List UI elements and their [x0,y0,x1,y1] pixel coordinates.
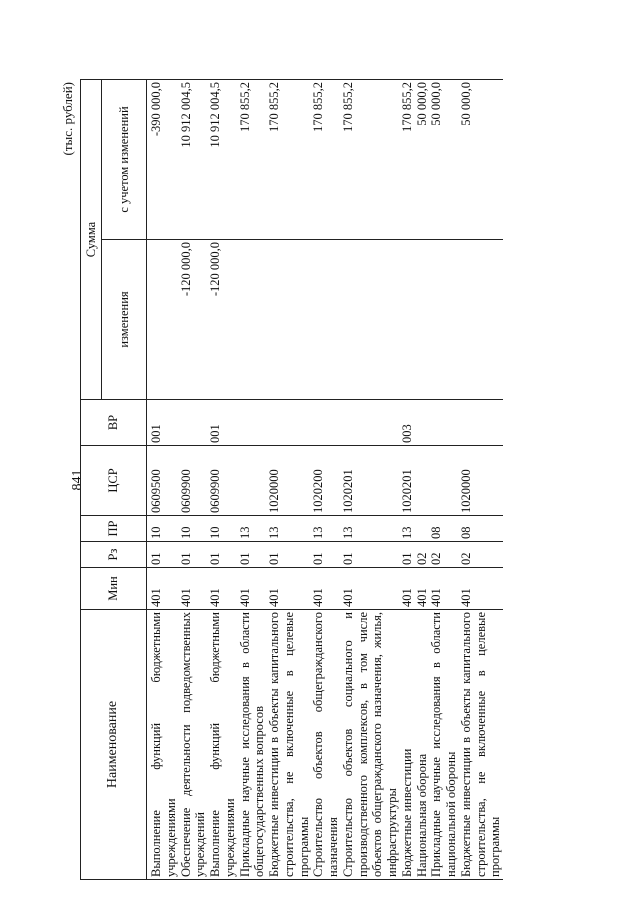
row-min: 401 [147,568,179,610]
row-name: Выполнение функций бюджетными учреждениями [208,610,238,880]
table-row [208,80,238,880]
row-name: Бюджетные инвестиции в объекты капитального строительства, не включенные в целевые программы [267,610,311,880]
row-total: 170 855,2 [341,80,400,240]
row-min: 401 [311,568,341,610]
row-vr [459,400,503,446]
row-pr: 13 [341,516,400,542]
row-change [429,240,459,400]
row-change: -120 000,0 [208,240,238,400]
table-row [400,80,415,880]
row-rz: 01 [400,542,415,568]
row-vr: 003 [400,400,415,446]
row-vr [267,400,311,446]
row-total: 50 000,0 [429,80,459,240]
header-name: Наименование [81,610,147,880]
row-csr: 0609900 [208,446,238,516]
row-name: Прикладные научные исследования в области общегосударственных вопросов [238,610,268,880]
row-csr: 0609900 [179,446,209,516]
row-pr: 13 [311,516,341,542]
budget-table [80,79,503,880]
row-change [415,240,430,400]
row-total: -390 000,0 [147,80,179,240]
row-change [341,240,400,400]
row-rz: 01 [341,542,400,568]
row-pr: 10 [179,516,209,542]
row-vr [341,400,400,446]
header-rz: Рз [81,542,147,568]
row-csr: 0609500 [147,446,179,516]
row-total: 10 912 004,5 [208,80,238,240]
row-change [147,240,179,400]
row-pr: 08 [429,516,459,542]
row-name: Строительство объектов социального и производственного комплексов, в том числе объектов общегражданского назначения, жилья, инфраструктуры [341,610,400,880]
header-csr: ЦСР [81,446,147,516]
table-row [147,80,179,880]
row-pr: 10 [208,516,238,542]
row-rz: 02 [429,542,459,568]
row-pr [415,516,430,542]
row-change [267,240,311,400]
row-name: Строительство объектов общегражданского назначения [311,610,341,880]
row-change [311,240,341,400]
row-csr: 1020201 [341,446,400,516]
header-sum: Сумма [81,80,102,400]
row-csr [415,446,430,516]
row-min: 401 [429,568,459,610]
table-row [459,80,503,880]
row-change [400,240,415,400]
row-name: Бюджетные инвестиции [400,610,415,880]
row-pr: 08 [459,516,503,542]
row-rz: 02 [415,542,430,568]
row-rz: 01 [311,542,341,568]
row-min: 401 [341,568,400,610]
row-total: 50 000,0 [415,80,430,240]
header-with-changes: с учетом изменений [102,80,147,240]
row-change [459,240,503,400]
row-total: 170 855,2 [267,80,311,240]
row-change [238,240,268,400]
table-row [267,80,311,880]
row-pr: 13 [238,516,268,542]
row-min: 401 [267,568,311,610]
row-vr: 001 [147,400,179,446]
row-vr [179,400,209,446]
row-name: Обеспечение деятельности подведомственных учреждений [179,610,209,880]
row-csr: 1020201 [400,446,415,516]
row-pr: 10 [147,516,179,542]
row-min: 401 [179,568,209,610]
row-min: 401 [400,568,415,610]
row-min: 401 [415,568,430,610]
table-row [429,80,459,880]
row-name: Выполнение функций бюджетными учреждениями [147,610,179,880]
row-rz: 02 [459,542,503,568]
row-vr [311,400,341,446]
table-row [311,80,341,880]
row-csr [238,446,268,516]
row-pr: 13 [400,516,415,542]
row-name: Прикладные научные исследования в области национальной обороны [429,610,459,880]
row-total: 10 912 004,5 [179,80,209,240]
row-csr: 1020200 [311,446,341,516]
row-rz: 01 [238,542,268,568]
row-total: 170 855,2 [400,80,415,240]
row-name: Национальная оборона [415,610,430,880]
row-vr [415,400,430,446]
table-row [179,80,209,880]
row-csr: 1020000 [459,446,503,516]
row-vr [429,400,459,446]
header-changes: изменения [102,240,147,400]
row-name: Бюджетные инвестиции в объекты капитального строительства, не включенные в целевые программы [459,610,503,880]
row-pr: 13 [267,516,311,542]
row-min: 401 [208,568,238,610]
row-min: 401 [459,568,503,610]
row-csr [429,446,459,516]
table-body [147,80,504,880]
units-label: (тыс. рублей) [60,82,75,156]
row-min: 401 [238,568,268,610]
row-vr [238,400,268,446]
rotated-page [60,80,600,880]
row-rz: 01 [267,542,311,568]
page-number: 841 [70,469,85,491]
row-rz: 01 [147,542,179,568]
row-csr: 1020000 [267,446,311,516]
table-row [341,80,400,880]
row-vr: 001 [208,400,238,446]
table-row [415,80,430,880]
row-rz: 01 [208,542,238,568]
row-change: -120 000,0 [179,240,209,400]
header-vr: ВР [81,400,147,446]
table-row [238,80,268,880]
row-total: 170 855,2 [311,80,341,240]
table-header [81,80,147,880]
row-total: 170 855,2 [238,80,268,240]
header-pr: ПР [81,516,147,542]
row-rz: 01 [179,542,209,568]
row-total: 50 000,0 [459,80,503,240]
header-min: Мин [81,568,147,610]
